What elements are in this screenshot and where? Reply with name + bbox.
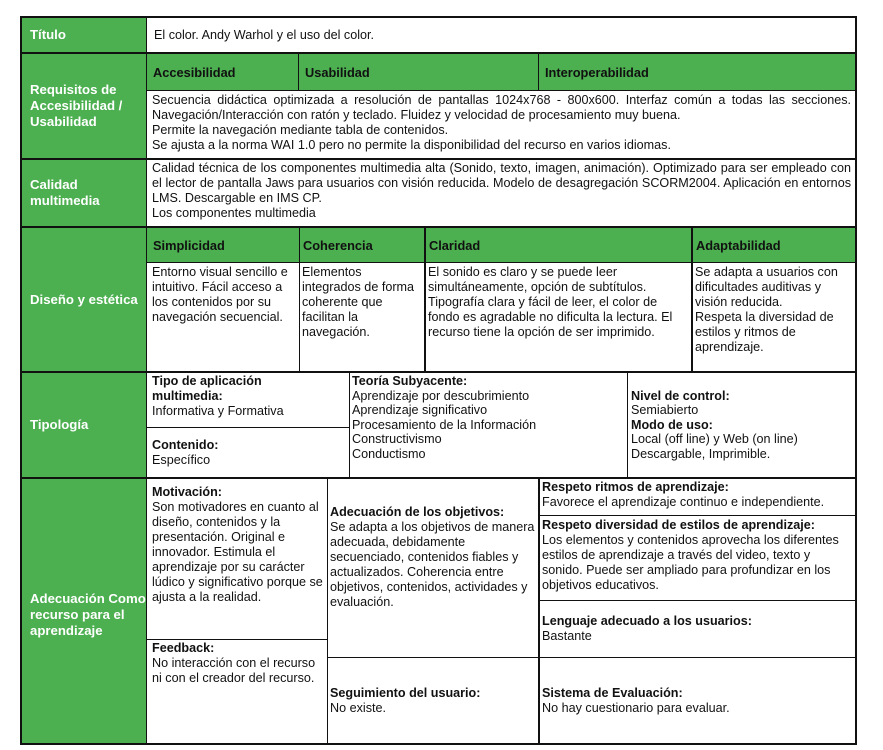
diversidad-cell (540, 516, 855, 600)
nivel-modo-cell (628, 373, 855, 477)
lenguaje-title: Lenguaje adecuado a los usuarios: (542, 614, 752, 628)
nivel-control-value: Semiabierto (631, 403, 699, 418)
teoria-item: Constructivismo (352, 432, 442, 446)
ritmos-cell (540, 479, 855, 515)
objetivos-title: Adecuación de los objetivos: (330, 504, 505, 519)
requisitos-line: Secuencia didáctica optimizada a resolución de pantallas 1024x768 - 800x600. Interfaz común a todas las secciones. Navegación/Interacción con ratón y teclado. Fluidez y velocidad de procesamiento muy buena. (152, 93, 851, 122)
requisitos-text (147, 91, 855, 158)
contenido-title: Contenido: (152, 438, 219, 452)
calidad-line: Calidad técnica de los componentes multimedia alta (Sonido, texto, imagen, animación). Optimizado para ser empleado con el lector de pantalla Jaws para usuarios con visión reducida. Modelo de desagregación SCORM2004. Aplicación en entornos LMS. Descargable en IMS CP. (152, 161, 851, 205)
header-claridad: Claridad (426, 228, 692, 262)
calidad-line: Los componentes multimedia (152, 206, 316, 220)
claridad-text: El sonido es claro y se puede leer simultáneamente, opción de subtítulos. Tipografía clara y fácil de leer, el color de fondo es agradable no dificulta la lectura. El recurso tiene la opción de ser imprimido. (428, 265, 673, 339)
label-calidad: Calidad multimedia (22, 160, 147, 226)
teoria-item: Conductismo (352, 446, 426, 461)
label-adecuacion: Adecuación Como recurso para el aprendizaje (22, 479, 147, 743)
header-interoperabilidad: Interoperabilidad (539, 54, 855, 90)
requisitos-line: Permite la navegación mediante tabla de contenidos. (152, 123, 449, 137)
teoria-item: Procesamiento de la Información (352, 417, 537, 432)
diversidad-title: Respeto diversidad de estilos de aprendizaje: (542, 518, 815, 532)
label-diseno: Diseño y estética (22, 228, 147, 371)
modo-uso-title: Modo de uso: (631, 417, 713, 432)
evaluation-table (20, 16, 857, 745)
tipo-aplicacion-cell (147, 373, 349, 427)
nivel-control-title: Nivel de control: (631, 388, 730, 403)
lenguaje-value: Bastante (542, 629, 592, 643)
lenguaje-cell (540, 601, 855, 657)
label-titulo: Título (22, 18, 147, 52)
objetivos-cell (328, 479, 539, 657)
evaluacion-cell (540, 658, 855, 743)
seguimiento-cell (328, 658, 539, 743)
coherencia-text: Elementos integrados de forma coherente que facilitan la navegación. (302, 265, 415, 339)
col-divider (299, 228, 300, 371)
seguimiento-title: Seguimiento del usuario: (330, 685, 481, 700)
col-divider (298, 54, 299, 90)
requisitos-line: Se ajusta a la norma WAI 1.0 pero no permite la disponibilidad del recurso en varios idiomas. (152, 138, 671, 152)
label-tipologia: Tipología (22, 373, 147, 477)
ritmos-title: Respeto ritmos de aprendizaje: (542, 480, 729, 494)
label-column-divider (146, 18, 147, 743)
feedback-value: No interacción con el recurso ni con el creador del recurso. (152, 656, 316, 685)
seguimiento-value: No existe. (330, 700, 386, 715)
teoria-title: Teoría Subyacente: (352, 374, 468, 388)
header-coherencia: Coherencia (300, 228, 425, 262)
titulo-value: El color. Andy Warhol y el uso del color. (154, 28, 375, 42)
evaluacion-title: Sistema de Evaluación: (542, 685, 683, 700)
header-adaptabilidad: Adaptabilidad (693, 228, 855, 262)
header-usabilidad: Usabilidad (299, 54, 539, 90)
evaluacion-value: No hay cuestionario para evaluar. (542, 700, 730, 715)
contenido-cell (147, 428, 349, 477)
calidad-text (147, 160, 855, 226)
col-divider (538, 54, 539, 90)
col-divider (424, 228, 426, 371)
motivacion-value: Son motivadores en cuanto al diseño, contenidos y la presentación. Original e innovador. Estimula el aprendizaje por su carácter lúdico y significativo porque se ajusta a la realidad. (152, 500, 323, 604)
label-requisitos: Requisitos de Accesibilidad / Usabilidad (22, 54, 147, 158)
adaptabilidad-line: Respeta la diversidad de estilos y ritmos de aprendizaje. (695, 310, 834, 354)
header-simplicidad: Simplicidad (147, 228, 299, 262)
tipo-aplicacion-title: Tipo de aplicación multimedia: (152, 374, 262, 403)
ritmos-value: Favorece el aprendizaje continuo e independiente. (542, 495, 825, 509)
header-accesibilidad: Accesibilidad (147, 54, 299, 90)
motivacion-title: Motivación: (152, 485, 222, 499)
modo-uso-value: Local (off line) y Web (on line) (631, 432, 798, 447)
teoria-item: Aprendizaje por descubrimiento (352, 388, 530, 403)
teoria-cell (350, 373, 627, 477)
adaptabilidad-text (693, 263, 855, 371)
adaptabilidad-line: Se adapta a usuarios con dificultades auditivas y visión reducida. (695, 265, 838, 309)
teoria-item: Aprendizaje significativo (352, 403, 488, 417)
simplicidad-text: Entorno visual sencillo e intuitivo. Fácil acceso a los contenidos por su navegación secuencial. (152, 265, 288, 324)
motivacion-cell (147, 479, 327, 639)
col-divider (691, 228, 693, 371)
modo-uso-value: Descargable, Imprimible. (631, 446, 771, 461)
feedback-title: Feedback: (152, 641, 215, 655)
objetivos-value: Se adapta a los objetivos de manera adecuada, debidamente secuenciado, contenidos fiables y actualizados. Coherencia entre objetivos, contenidos, actividades y evaluación. (330, 519, 535, 609)
tipo-aplicacion-value: Informativa y Formativa (152, 404, 284, 418)
contenido-value: Específico (152, 453, 211, 467)
diversidad-value: Los elementos y contenidos aprovecha los diferentes estilos de aprendizaje a través del video, texto y sonido. Puede ser ampliado para profundizar en los objetivos educativos. (542, 533, 839, 592)
feedback-cell (147, 640, 327, 743)
